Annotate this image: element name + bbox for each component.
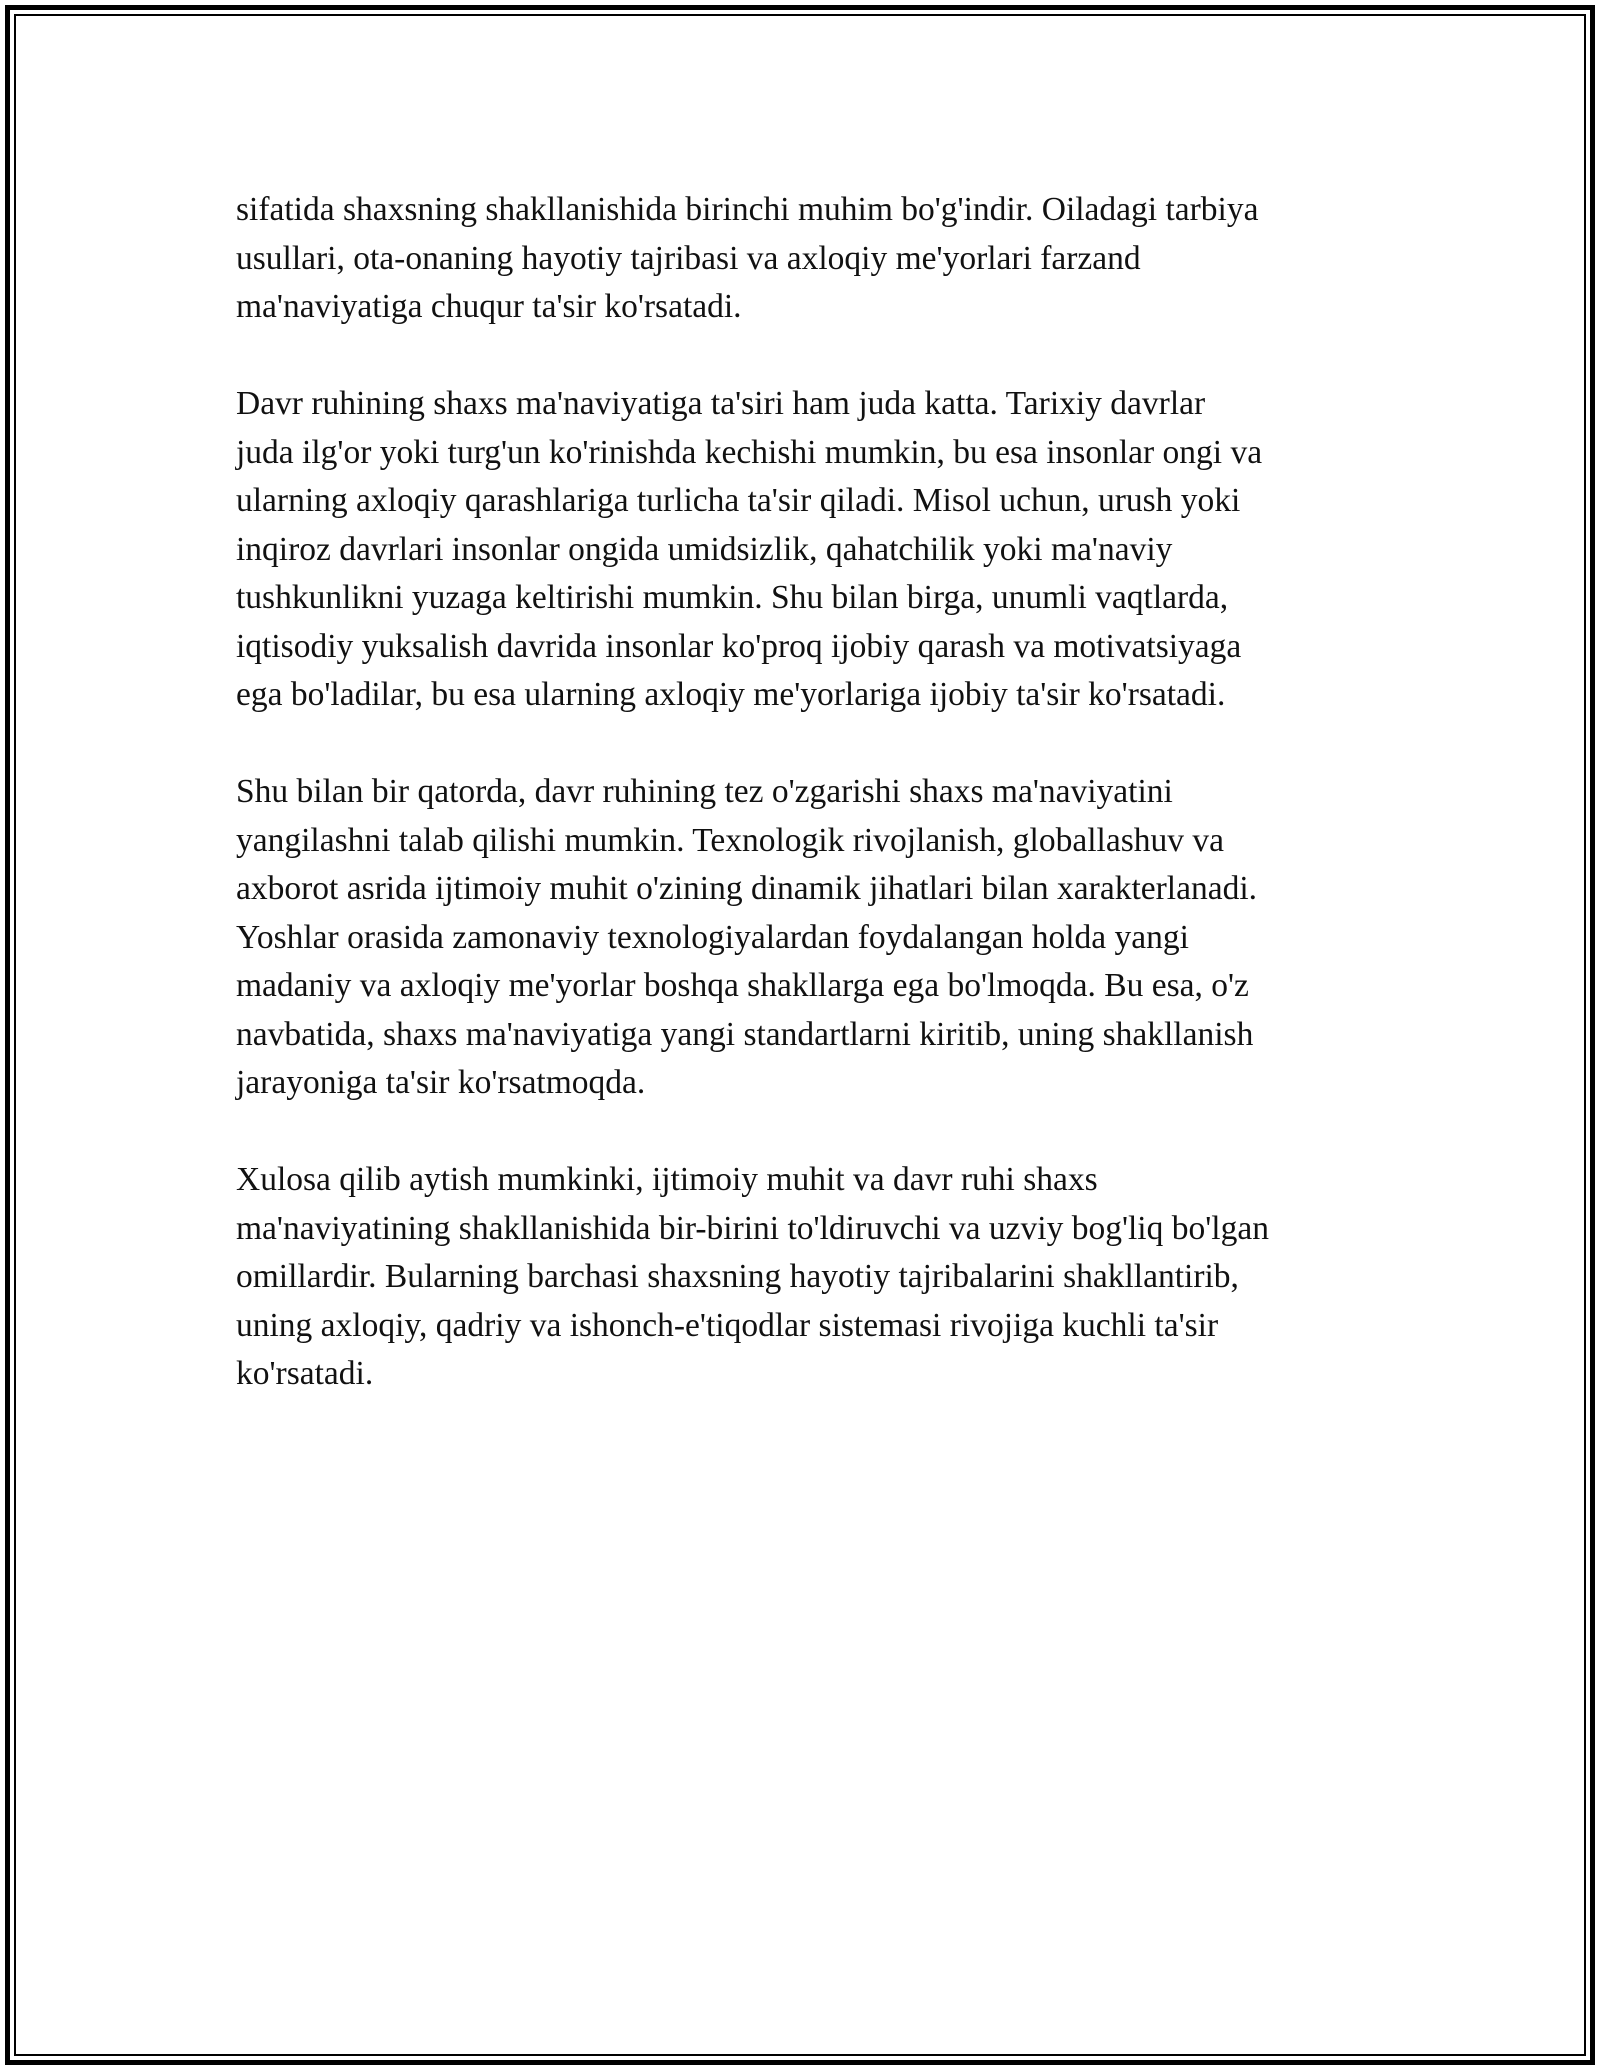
paragraph-1: sifatida shaxsning shakllanishida birinchi muhim bo'g'indir. Oiladagi tarbiya usullari, ota-onaning hayotiy tajribasi va axloqiy me'yorlari farzand ma'naviyatiga chuqur ta'sir ko'rsatadi.: [236, 191, 1259, 325]
paragraph-4: Xulosa qilib aytish mumkinki, ijtimoiy muhit va davr ruhi shaxs ma'naviyatining shakllanishida bir-birini to'ldiruvchi va uzviy bog'liq bo'lgan omillardir. Bularning barchasi shaxsning hayotiy tajribalarini shakllantirib, uning axloqiy, qadriy va ishonch-e'tiqodlar sistemasi rivojiga kuchli ta'sir ko'rsatadi.: [236, 1161, 1269, 1392]
document-body: [236, 186, 1386, 1447]
paragraph-3: Shu bilan bir qatorda, davr ruhining tez o'zgarishi shaxs ma'naviyatini yangilashni talab qilishi mumkin. Texnologik rivojlanish, globallashuv va axborot asrida ijtimoiy muhit o'zining dinamik jihatlari bilan xarakterlanadi. Yoshlar orasida zamonaviy texnologiyalardan foydalangan holda yangi madaniy va axloqiy me'yorlar boshqa shakllarga ega bo'lmoqda. Bu esa, o'z navbatida, shaxs ma'naviyatiga yangi standartlarni kiritib, uning shakllanish jarayoniga ta'sir ko'rsatmoqda.: [236, 773, 1258, 1101]
paragraph-2: Davr ruhining shaxs ma'naviyatiga ta'siri ham juda katta. Tarixiy davrlar juda ilg'or yoki turg'un ko'rinishda kechishi mumkin, bu esa insonlar ongi va ularning axloqiy qarashlariga turlicha ta'sir qiladi. Misol uchun, urush yoki inqiroz davrlari insonlar ongida umidsizlik, qahatchilik yoki ma'naviy tushkunlikni yuzaga keltirishi mumkin. Shu bilan birga, unumli vaqtlarda, iqtisodiy yuksalish davrida insonlar ko'proq ijobiy qarash va motivatsiyaga ega bo'ladilar, bu esa ularning axloqiy me'yorlariga ijobiy ta'sir ko'rsatadi.: [236, 385, 1263, 713]
